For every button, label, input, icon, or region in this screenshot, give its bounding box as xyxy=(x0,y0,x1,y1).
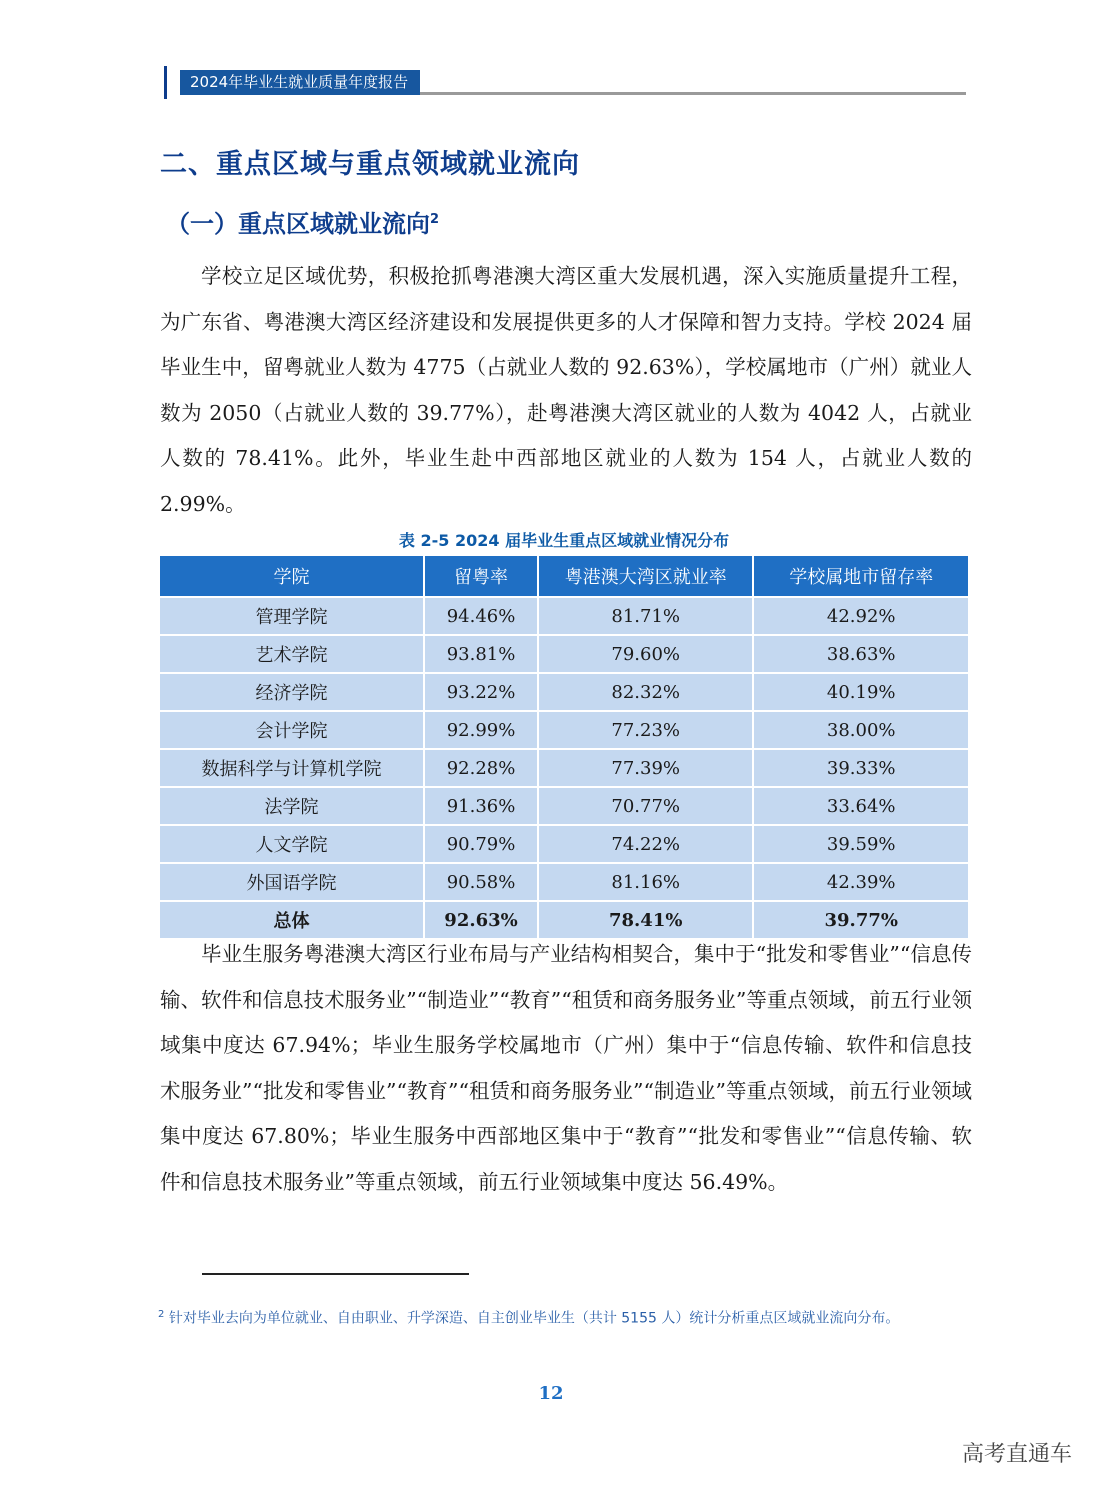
table-row xyxy=(159,673,969,711)
table-cell: 92.99% xyxy=(424,711,538,749)
table-header-row xyxy=(159,555,969,597)
table-cell: 93.81% xyxy=(424,635,538,673)
table-cell: 经济学院 xyxy=(159,673,424,711)
table-cell: 39.33% xyxy=(753,749,969,787)
table-cell: 管理学院 xyxy=(159,597,424,635)
table-cell: 人文学院 xyxy=(159,825,424,863)
table-cell: 42.92% xyxy=(753,597,969,635)
table-row xyxy=(159,597,969,635)
subsection-title-text: （一）重点区域就业流向 xyxy=(166,210,430,238)
table-cell: 92.63% xyxy=(424,901,538,939)
column-header-gba-rate: 粤港澳大湾区就业率 xyxy=(538,555,754,597)
table-cell: 79.60% xyxy=(538,635,754,673)
report-header-title: 2024年毕业生就业质量年度报告 xyxy=(180,70,420,95)
watermark: 高考直通车 xyxy=(961,1442,1072,1467)
table-cell: 77.23% xyxy=(538,711,754,749)
table-row xyxy=(159,711,969,749)
table-cell: 81.71% xyxy=(538,597,754,635)
table-cell: 38.63% xyxy=(753,635,969,673)
footnote-separator xyxy=(202,1273,469,1275)
table-cell: 39.77% xyxy=(753,901,969,939)
table-row xyxy=(159,749,969,787)
table-cell: 42.39% xyxy=(753,863,969,901)
subsection-title xyxy=(166,204,439,239)
table-cell: 39.59% xyxy=(753,825,969,863)
table-cell: 33.64% xyxy=(753,787,969,825)
table-cell: 81.16% xyxy=(538,863,754,901)
page-number: 12 xyxy=(538,1383,564,1404)
table-cell: 74.22% xyxy=(538,825,754,863)
footnote-mark: 2 xyxy=(158,1309,165,1320)
table-row xyxy=(159,825,969,863)
footnote-reference[interactable]: 2 xyxy=(430,212,440,227)
table-cell: 外国语学院 xyxy=(159,863,424,901)
intro-paragraph: 学校立足区域优势，积极抢抓粤港澳大湾区重大发展机遇，深入实施质量提升工程，为广东省、粤港澳大湾区经济建设和发展提供更多的人才保障和智力支持。学校 2024 届毕业生中，留粤就业人数为 4775（占就业人数的 92.63%），学校属地市（广州）就业人数为 2050（占就业人数的 39.77%），赴粤港澳大湾区就业的人数为 4042 人，占就业人数的 78.41%。此外，毕业生赴中西部地区就业的人数为 154 人，占就业人数的 2.99%。 xyxy=(160,264,972,516)
table-cell: 82.32% xyxy=(538,673,754,711)
table-cell: 78.41% xyxy=(538,901,754,939)
table-row xyxy=(159,863,969,901)
footnote-text: 针对毕业去向为单位就业、自由职业、升学深造、自主创业毕业生（共计 5155 人）统计分析重点区域就业流向分布。 xyxy=(164,1310,900,1327)
table-row xyxy=(159,787,969,825)
table-caption: 表 2-5 2024 届毕业生重点区域就业情况分布 xyxy=(398,531,730,550)
section-title: 二、重点区域与重点领域就业流向 xyxy=(160,149,580,180)
table-cell: 艺术学院 xyxy=(159,635,424,673)
table-cell: 91.36% xyxy=(424,787,538,825)
table-cell: 70.77% xyxy=(538,787,754,825)
table-cell: 77.39% xyxy=(538,749,754,787)
header-accent-bar xyxy=(164,66,167,99)
table-cell: 90.79% xyxy=(424,825,538,863)
footnote xyxy=(158,1300,970,1334)
table-cell: 数据科学与计算机学院 xyxy=(159,749,424,787)
column-header-city-retention: 学校属地市留存率 xyxy=(753,555,969,597)
table-cell: 会计学院 xyxy=(159,711,424,749)
table-cell: 93.22% xyxy=(424,673,538,711)
table-cell: 90.58% xyxy=(424,863,538,901)
table-cell: 38.00% xyxy=(753,711,969,749)
table-cell: 总体 xyxy=(159,901,424,939)
column-header-college: 学院 xyxy=(159,555,424,597)
table-row xyxy=(159,635,969,673)
table-cell: 法学院 xyxy=(159,787,424,825)
column-header-guangdong-rate: 留粤率 xyxy=(424,555,538,597)
table-cell: 92.28% xyxy=(424,749,538,787)
industry-paragraph: 毕业生服务粤港澳大湾区行业布局与产业结构相契合，集中于“批发和零售业”“信息传输、软件和信息技术服务业”“制造业”“教育”“租赁和商务服务业”等重点领域，前五行业领域集中度达 67.94%；毕业生服务学校属地市（广州）集中于“信息传输、软件和信息技术服务业”“批发和零售业”“教育”“租赁和商务服务业”“制造业”等重点领域，前五行业领域集中度达 67.80%；毕业生服务中西部地区集中于“教育”“批发和零售业”“信息传输、软件和信息技术服务业”等重点领域，前五行业领域集中度达 56.49%。 xyxy=(160,942,972,1194)
regional-employment-table xyxy=(158,554,970,940)
table-cell: 40.19% xyxy=(753,673,969,711)
table-cell: 94.46% xyxy=(424,597,538,635)
